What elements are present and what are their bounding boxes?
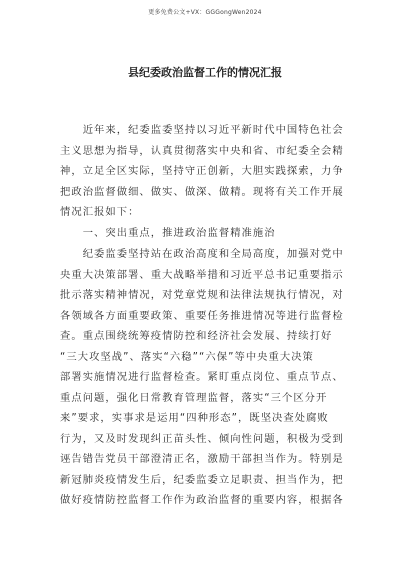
text-line: 重点问题，强化日常教育管理监督，落实“三个区分开: [60, 391, 328, 404]
text-line: 做好疫情防控监督工作作为政治监督的重要内容，根据各: [60, 494, 344, 506]
text-line: 央重大决策部署、重大战略举措和习近平总书记重要指示: [60, 268, 344, 281]
text-line: 部署实施情况进行监督检查。紧盯重点岗位、重点节点、: [60, 371, 344, 383]
text-line: 各领域各方面重要政策、重要任务推进情况等进行监督检: [60, 309, 344, 322]
header-note: 更多免费公文+VX：GGGongWen2024: [148, 9, 262, 16]
text-line: 来”要求，实事求是运用“四种形态”，既坚决查处腐败: [60, 412, 329, 424]
text-line: “三大攻坚战”、落实“六稳”“六保”等中央重大决策: [60, 350, 314, 363]
text-line: 情况汇报如下：: [60, 206, 140, 218]
text-line: 纪委监委坚持站在政治高度和全局高度，加强对党中: [60, 248, 344, 260]
text-line: 近年来，纪委监委坚持以习近平新时代中国特色社会: [60, 124, 344, 136]
text-line: 批示落实精神情况，对党章党规和法律法规执行情况，对: [60, 289, 344, 301]
paragraph-intro: [60, 120, 356, 223]
document-title: 县纪委政治监督工作的情况汇报: [128, 66, 282, 79]
text-line: 神，立足全区实际，坚持守正创新，大胆实践探索，力争: [60, 165, 344, 177]
text-line: 主义思想为指导，认真贯彻落实中央和省、市纪委全会精: [60, 144, 344, 157]
text-line: 诬告错告党员干部澄清正名，激励干部担当作为。特别是: [60, 453, 344, 465]
text-line: 一、突出重点，推进政治监督精准施治: [60, 226, 276, 239]
text-line: 把政治监督做细、做实、做深、做精。现将有关工作开展: [60, 185, 344, 198]
text-line: 新冠肺炎疫情发生后，纪委监委立足职责、担当作为，把: [60, 473, 344, 486]
text-line: 行为，又及时发现纠正苗头性、倾向性问题，积极为受到: [60, 432, 344, 445]
text-line: 查。重点围绕统筹疫情防控和经济社会发展、持续打好: [60, 330, 333, 342]
paragraph-body: [60, 244, 356, 511]
section-heading: [60, 223, 356, 244]
